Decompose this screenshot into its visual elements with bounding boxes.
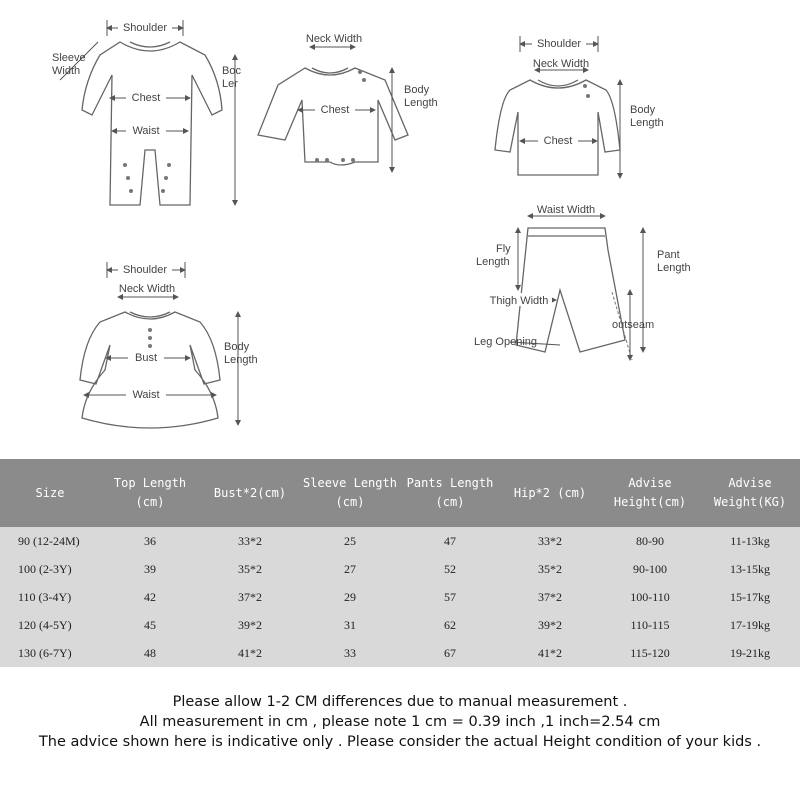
column-header-line: Advise bbox=[628, 476, 672, 490]
bodysuit-body-length-label-1: Body bbox=[404, 84, 430, 96]
dress-body-length-label-1: Body bbox=[224, 341, 250, 353]
table-header-row bbox=[0, 459, 800, 527]
dress-diagram bbox=[80, 262, 258, 428]
table-row bbox=[0, 555, 800, 583]
column-header bbox=[600, 459, 700, 527]
table-cell: 67 bbox=[444, 645, 456, 660]
column-header-line: Pants Length bbox=[406, 476, 494, 490]
table-row bbox=[0, 527, 800, 555]
table-cell: 27 bbox=[344, 561, 356, 576]
bodysuit-chest-label: Chest bbox=[320, 104, 350, 116]
column-header-line: Advise bbox=[728, 476, 772, 490]
note-line-3: The advice shown here is indicative only . Please consider the actual Height condition of your kids . bbox=[38, 734, 762, 750]
pants-fly-length-label-1: Fly bbox=[496, 243, 511, 255]
table-cell: 33*2 bbox=[538, 533, 562, 548]
table-cell: 100 (2-3Y) bbox=[18, 561, 72, 576]
column-header bbox=[700, 459, 800, 527]
table-cell: 39*2 bbox=[238, 617, 262, 632]
table-cell: 33 bbox=[344, 645, 356, 660]
table-cell: 35*2 bbox=[238, 561, 262, 576]
table-cell: 110 (3-4Y) bbox=[18, 589, 72, 604]
table-cell: 15-17kg bbox=[730, 589, 770, 604]
table-body bbox=[0, 527, 800, 667]
pants-pant-length-label-2: Length bbox=[657, 262, 691, 274]
table-cell: 31 bbox=[344, 617, 356, 632]
table-cell: 100-110 bbox=[630, 589, 670, 604]
column-header-line: Size bbox=[35, 485, 65, 500]
table-row bbox=[0, 611, 800, 639]
table-cell: 19-21kg bbox=[730, 645, 770, 660]
table-cell: 52 bbox=[444, 561, 456, 576]
top-body-length-label-1: Body bbox=[630, 104, 656, 116]
romper-waist-label: Waist bbox=[132, 125, 160, 137]
table-cell: 47 bbox=[444, 533, 456, 548]
column-header-line: (cm) bbox=[435, 495, 465, 509]
table-cell: 90-100 bbox=[633, 561, 667, 576]
pants-thigh-width-label: Thigh Width bbox=[489, 295, 549, 307]
romper-body-length-label-2: Ler bbox=[222, 78, 238, 90]
dress-waist-label: Waist bbox=[132, 389, 160, 401]
column-header-line: (cm) bbox=[135, 495, 165, 509]
table-cell: 35*2 bbox=[538, 561, 562, 576]
top-neck-width-label: Neck Width bbox=[532, 58, 590, 70]
table-cell: 62 bbox=[444, 617, 456, 632]
pants-leg-opening-label: Leg Opening bbox=[474, 336, 537, 348]
table-cell: 13-15kg bbox=[730, 561, 770, 576]
table-cell: 90 (12-24M) bbox=[18, 533, 80, 548]
column-header bbox=[200, 459, 300, 527]
romper-sleeve-label-2: Width bbox=[52, 65, 81, 77]
pants-outseam-label: outseam bbox=[612, 319, 655, 331]
pants-waist-width-label: Waist Width bbox=[536, 204, 596, 216]
top-shoulder-label: Shoulder bbox=[536, 38, 582, 50]
table-row bbox=[0, 583, 800, 611]
column-header-line: Bust*2(cm) bbox=[213, 485, 287, 500]
note-line-1: Please allow 1-2 CM differences due to manual measurement . bbox=[172, 694, 628, 710]
top-diagram bbox=[495, 36, 664, 178]
romper-diagram bbox=[52, 20, 241, 205]
column-header-line: Height(cm) bbox=[613, 495, 687, 509]
column-header bbox=[300, 459, 400, 527]
column-header bbox=[500, 459, 600, 527]
table-cell: 39 bbox=[144, 561, 156, 576]
dress-body-length-label-2: Length bbox=[224, 354, 258, 366]
dress-shoulder-label: Shoulder bbox=[122, 264, 168, 276]
table-cell: 57 bbox=[444, 589, 456, 604]
romper-shoulder-label: Shoulder bbox=[122, 22, 168, 34]
column-header-line: Weight(KG) bbox=[713, 495, 787, 509]
size-table bbox=[0, 459, 800, 667]
table-cell: 42 bbox=[144, 589, 156, 604]
table-cell: 48 bbox=[144, 645, 156, 660]
size-chart bbox=[0, 459, 800, 667]
romper-sleeve-label-1: Sleeve bbox=[52, 52, 86, 64]
column-header-line: Sleeve Length bbox=[303, 476, 397, 490]
table-cell: 39*2 bbox=[538, 617, 562, 632]
pants-fly-length-label-2: Length bbox=[476, 256, 510, 268]
romper-body-length-label-1: Boc bbox=[222, 65, 241, 77]
column-header bbox=[0, 459, 100, 527]
table-cell: 29 bbox=[344, 589, 356, 604]
note-line-2: All measurement in cm , please note 1 cm = 0.39 inch ,1 inch=2.54 cm bbox=[139, 714, 661, 730]
table-cell: 11-13kg bbox=[730, 533, 770, 548]
table-cell: 37*2 bbox=[238, 589, 262, 604]
table-cell: 17-19kg bbox=[730, 617, 770, 632]
pants-diagram bbox=[474, 204, 691, 360]
measurement-notes bbox=[0, 692, 800, 752]
column-header-line: Hip*2 (cm) bbox=[513, 485, 587, 500]
table-cell: 41*2 bbox=[238, 645, 262, 660]
table-cell: 130 (6-7Y) bbox=[18, 645, 72, 660]
dress-neck-width-label: Neck Width bbox=[118, 283, 176, 295]
top-body-length-label-2: Length bbox=[630, 117, 664, 129]
table-cell: 115-120 bbox=[630, 645, 670, 660]
pants-pant-length-label-1: Pant bbox=[657, 249, 680, 261]
romper-chest-label: Chest bbox=[131, 92, 161, 104]
table-cell: 45 bbox=[144, 617, 156, 632]
table-cell: 41*2 bbox=[538, 645, 562, 660]
column-header-line: (cm) bbox=[335, 495, 365, 509]
column-header bbox=[100, 459, 200, 527]
table-cell: 37*2 bbox=[538, 589, 562, 604]
column-header bbox=[400, 459, 500, 527]
table-row bbox=[0, 639, 800, 667]
bodysuit-body-length-label-2: Length bbox=[404, 97, 438, 109]
dress-bust-label: Bust bbox=[134, 352, 158, 364]
table-cell: 33*2 bbox=[238, 533, 262, 548]
table-cell: 25 bbox=[344, 533, 356, 548]
bodysuit-diagram bbox=[258, 33, 438, 172]
column-header-line: Top Length bbox=[113, 476, 187, 490]
table-cell: 36 bbox=[144, 533, 156, 548]
top-chest-label: Chest bbox=[543, 135, 573, 147]
table-cell: 110-115 bbox=[630, 617, 670, 632]
table-cell: 80-90 bbox=[636, 533, 664, 548]
table-cell: 120 (4-5Y) bbox=[18, 617, 72, 632]
bodysuit-neck-width-label: Neck Width bbox=[305, 33, 363, 45]
